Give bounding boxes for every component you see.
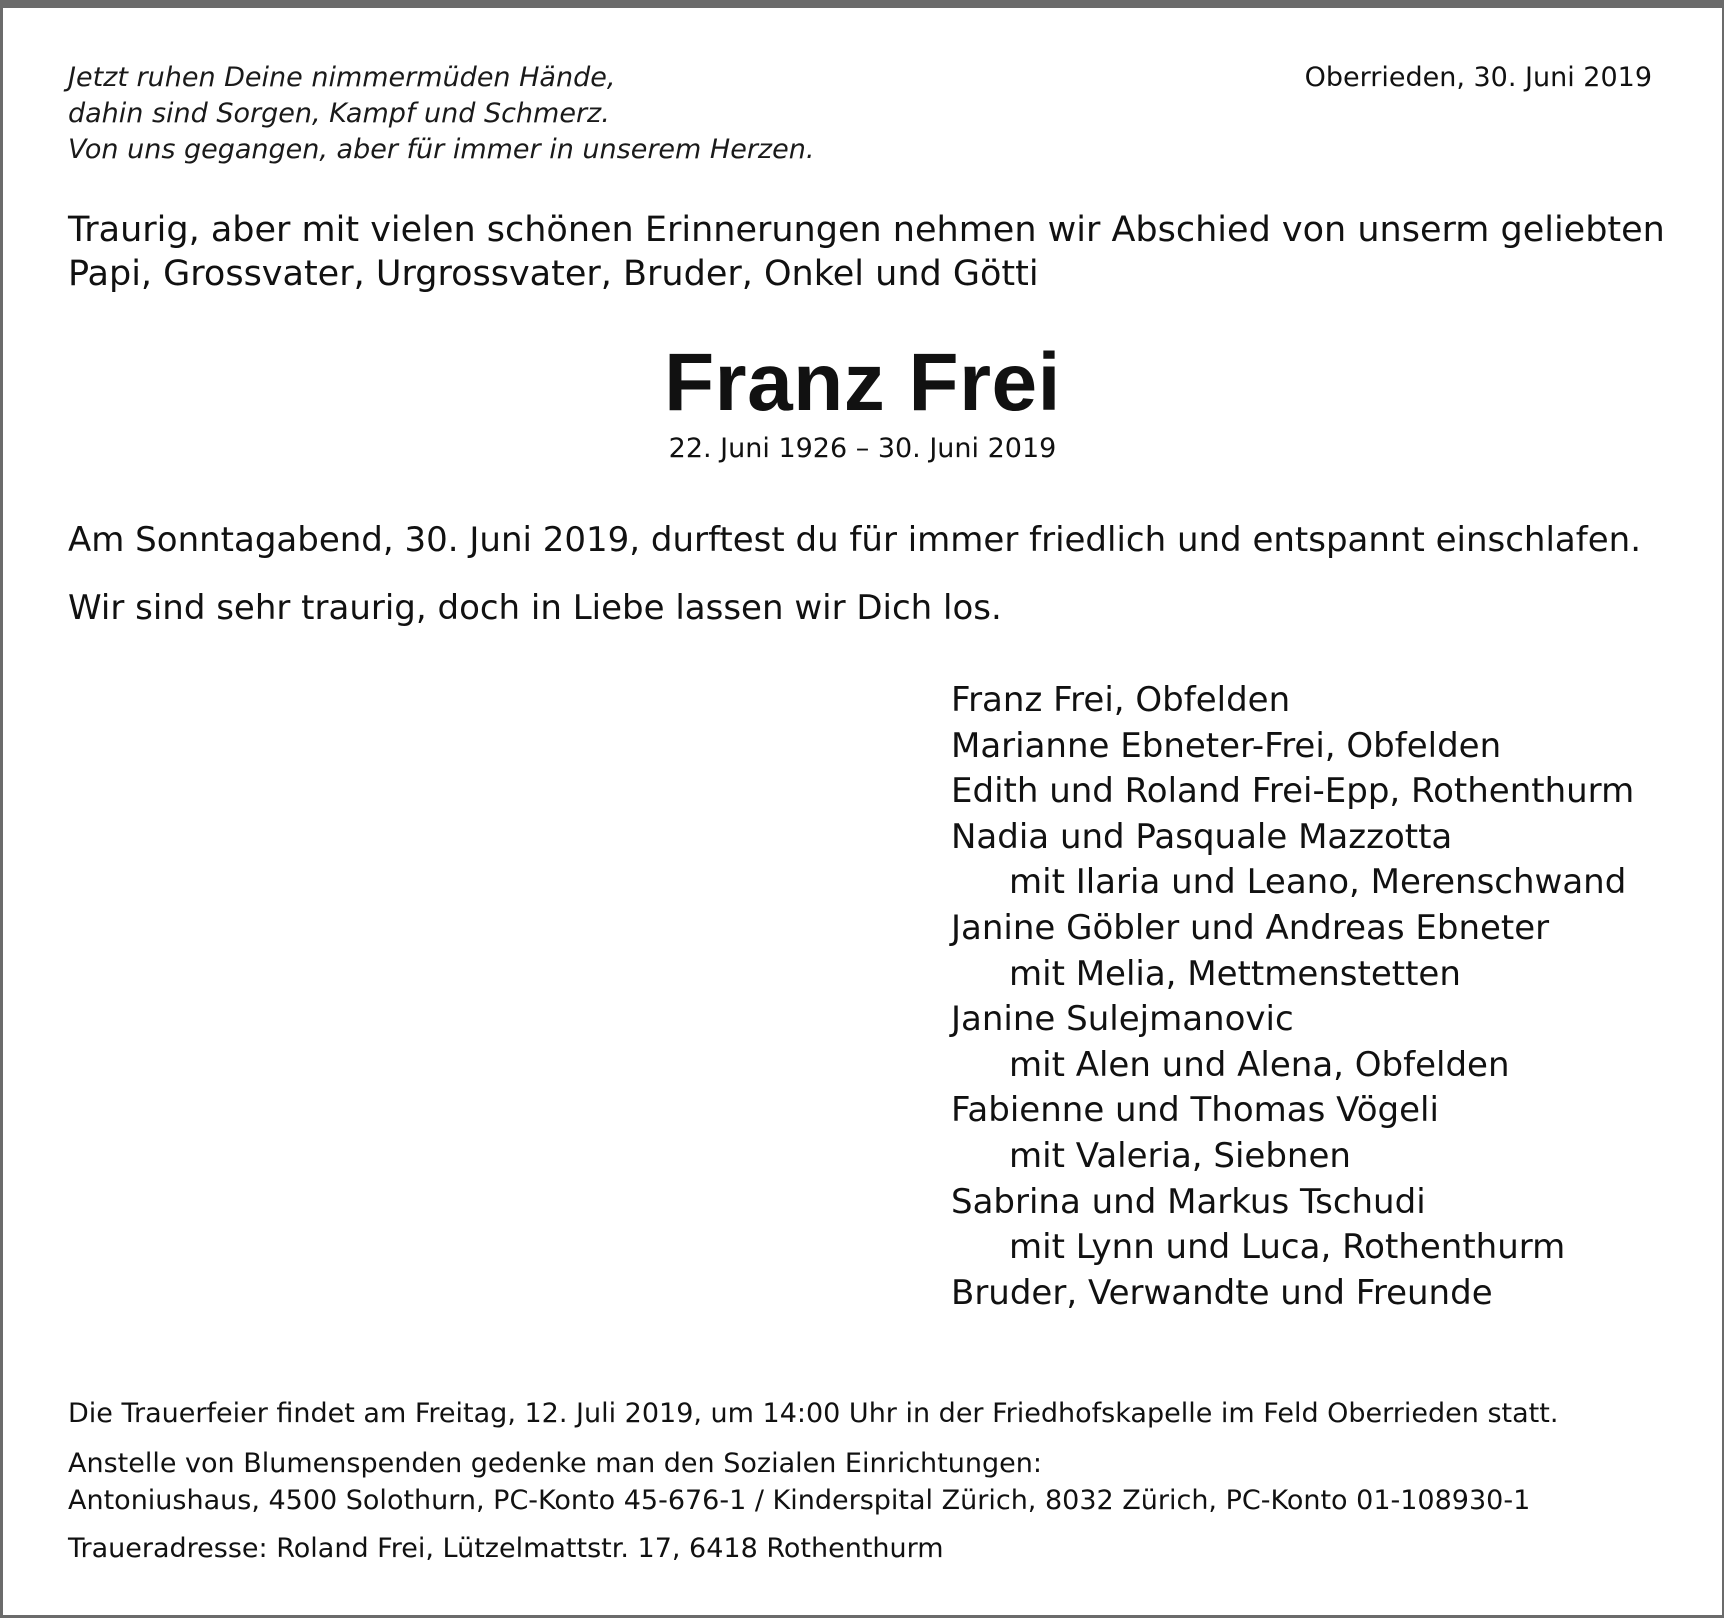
mourner-entry: Marianne Ebneter-Frei, Obfelden: [951, 725, 1502, 766]
mourners-list: [951, 678, 1634, 1316]
intro-text: [68, 208, 1665, 296]
obituary-page: [3, 8, 1722, 1615]
mourning-address: Traueradresse: Roland Frei, Lützelmattstr. 17, 6418 Rothenthurm: [68, 1533, 944, 1564]
mourner-entry: Edith und Roland Frei-Epp, Rothenthurm: [951, 771, 1635, 812]
passing-message: Am Sonntagabend, 30. Juni 2019, durftest du für immer friedlich und entspannt einschlafen.: [68, 520, 1641, 560]
mourner-entry: Nadia und Pasquale Mazzotta: [951, 816, 1453, 857]
donations-accounts: Antoniushaus, 4500 Solothurn, PC-Konto 45-676-1 / Kinderspital Zürich, 8032 Zürich, PC-Konto 01-108930-1: [68, 1485, 1531, 1516]
mourner-entry: Franz Frei, Obfelden: [951, 680, 1291, 720]
mourner-children: mit Alen und Alena, Obfelden: [1009, 1044, 1510, 1085]
mourner-children: mit Ilaria und Leano, Merenschwand: [1009, 862, 1627, 903]
mourner-children: mit Valeria, Siebnen: [1009, 1135, 1351, 1176]
verse-block: [68, 60, 814, 168]
lifespan-dates: 22. Juni 1926 – 30. Juni 2019: [668, 433, 1057, 464]
mourner-children: mit Melia, Mettmenstetten: [1009, 953, 1461, 994]
verse-line: Jetzt ruhen Deine nimmermüden Hände,: [68, 62, 616, 93]
deceased-name: Franz Frei: [664, 337, 1061, 428]
intro-line: Traurig, aber mit vielen schönen Erinnerungen nehmen wir Abschied von unserm geliebten: [68, 210, 1665, 250]
mourner-entry: Bruder, Verwandte und Freunde: [951, 1272, 1493, 1313]
mourner-entry: Janine Sulejmanovic: [951, 999, 1294, 1040]
mourner-entry: Fabienne und Thomas Vögeli: [951, 1090, 1439, 1131]
mourner-entry: Sabrina und Markus Tschudi: [951, 1181, 1426, 1222]
ceremony-info: Die Trauerfeier findet am Freitag, 12. Juli 2019, um 14:00 Uhr in der Friedhofskapelle im Feld Oberrieden statt.: [68, 1398, 1559, 1429]
farewell-message: Wir sind sehr traurig, doch in Liebe lassen wir Dich los.: [68, 588, 1002, 628]
mourner-children: mit Lynn und Luca, Rothenthurm: [1009, 1227, 1566, 1268]
place-date: Oberrieden, 30. Juni 2019: [1304, 62, 1652, 93]
intro-line: Papi, Grossvater, Urgrossvater, Bruder, Onkel und Götti: [68, 254, 1039, 294]
verse-line: Von uns gegangen, aber für immer in unserem Herzen.: [68, 134, 815, 165]
donations-intro: Anstelle von Blumenspenden gedenke man den Sozialen Einrichtungen:: [68, 1448, 1042, 1479]
mourner-entry: Janine Göbler und Andreas Ebneter: [951, 907, 1550, 948]
verse-line: dahin sind Sorgen, Kampf und Schmerz.: [68, 98, 610, 129]
